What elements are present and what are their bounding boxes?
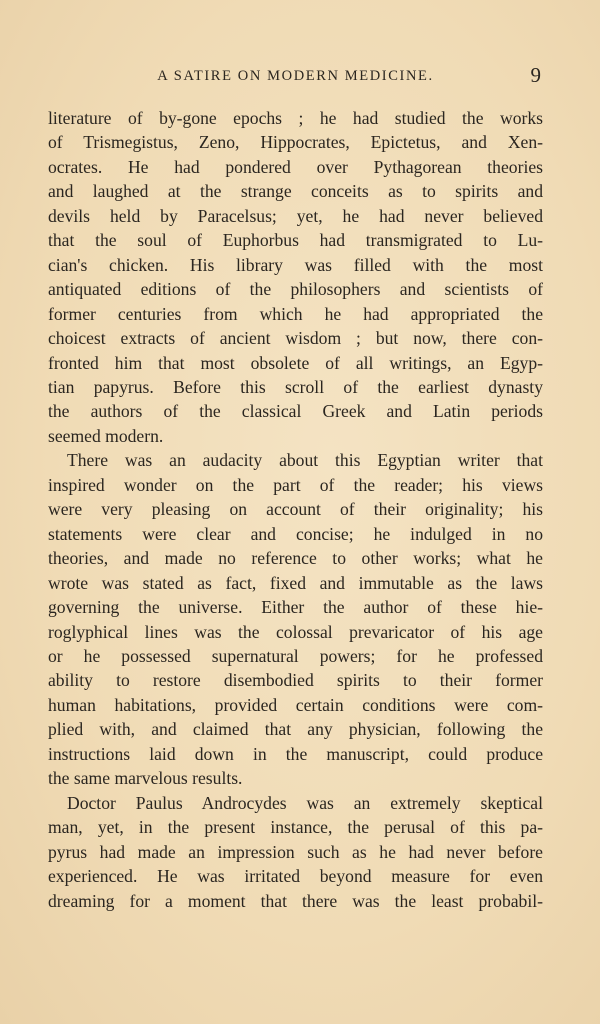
text-line: and laughed at the strange conceits as to spirits and bbox=[48, 181, 543, 202]
paragraph-start-line: Doctor Paulus Androcydes was an extremely skeptical bbox=[67, 792, 543, 813]
text-line: pyrus had made an impression such as he had never before bbox=[48, 841, 543, 862]
text-line: or he possessed supernatural powers; for he professed bbox=[48, 645, 543, 666]
page-number: 9 bbox=[530, 63, 541, 87]
text-line: devils held by Paracelsus; yet, he had never believed bbox=[48, 205, 543, 226]
text-line: instructions laid down in the manuscript, could produce bbox=[48, 743, 543, 764]
text-line: literature of by-gone epochs ; he had studied the works bbox=[48, 108, 543, 128]
text-line: that the soul of Euphorbus had transmigrated to Lu- bbox=[48, 230, 543, 251]
text-line: antiquated editions of the philosophers and scientists of bbox=[48, 279, 543, 300]
text-line: were very pleasing on account of their originality; his bbox=[48, 499, 543, 520]
text-line: wrote was stated as fact, fixed and immutable as the laws bbox=[48, 572, 543, 593]
text-line: experienced. He was irritated beyond measure for even bbox=[48, 866, 543, 887]
text-line: dreaming for a moment that there was the least probabil- bbox=[48, 890, 543, 911]
body-text bbox=[48, 106, 543, 913]
text-line: plied with, and claimed that any physician, following the bbox=[48, 719, 543, 740]
text-line: inspired wonder on the part of the reader; his views bbox=[48, 474, 543, 495]
text-line: choicest extracts of ancient wisdom ; but now, there con- bbox=[48, 328, 543, 349]
text-line: ability to restore disembodied spirits to their former bbox=[48, 670, 543, 691]
text-line: statements were clear and concise; he indulged in no bbox=[48, 523, 543, 544]
running-title: A SATIRE ON MODERN MEDICINE. bbox=[157, 68, 434, 84]
text-line: ocrates. He had pondered over Pythagorean theories bbox=[48, 156, 543, 177]
text-line: man, yet, in the present instance, the perusal of this pa- bbox=[48, 817, 543, 838]
text-line: theories, and made no reference to other works; what he bbox=[48, 548, 543, 569]
text-line: human habitations, provided certain conditions were com- bbox=[48, 694, 543, 715]
text-line: the authors of the classical Greek and Latin periods bbox=[48, 401, 543, 422]
paragraph-end-line: the same marvelous results. bbox=[48, 768, 243, 789]
text-line: tian papyrus. Before this scroll of the earliest dynasty bbox=[48, 376, 543, 397]
text-line: of Trismegistus, Zeno, Hippocrates, Epictetus, and Xen- bbox=[48, 132, 543, 153]
page-header bbox=[48, 63, 543, 92]
text-line: governing the universe. Either the author of these hie- bbox=[48, 597, 543, 618]
paragraph-end-line: seemed modern. bbox=[48, 425, 164, 446]
text-line: fronted him that most obsolete of all writings, an Egyp- bbox=[48, 352, 543, 373]
text-line: roglyphical lines was the colossal prevaricator of his age bbox=[48, 621, 543, 642]
text-line: former centuries from which he had appropriated the bbox=[48, 303, 543, 324]
paragraph-start-line: There was an audacity about this Egyptian writer that bbox=[67, 450, 543, 471]
text-line: cian's chicken. His library was filled with the most bbox=[48, 254, 543, 275]
